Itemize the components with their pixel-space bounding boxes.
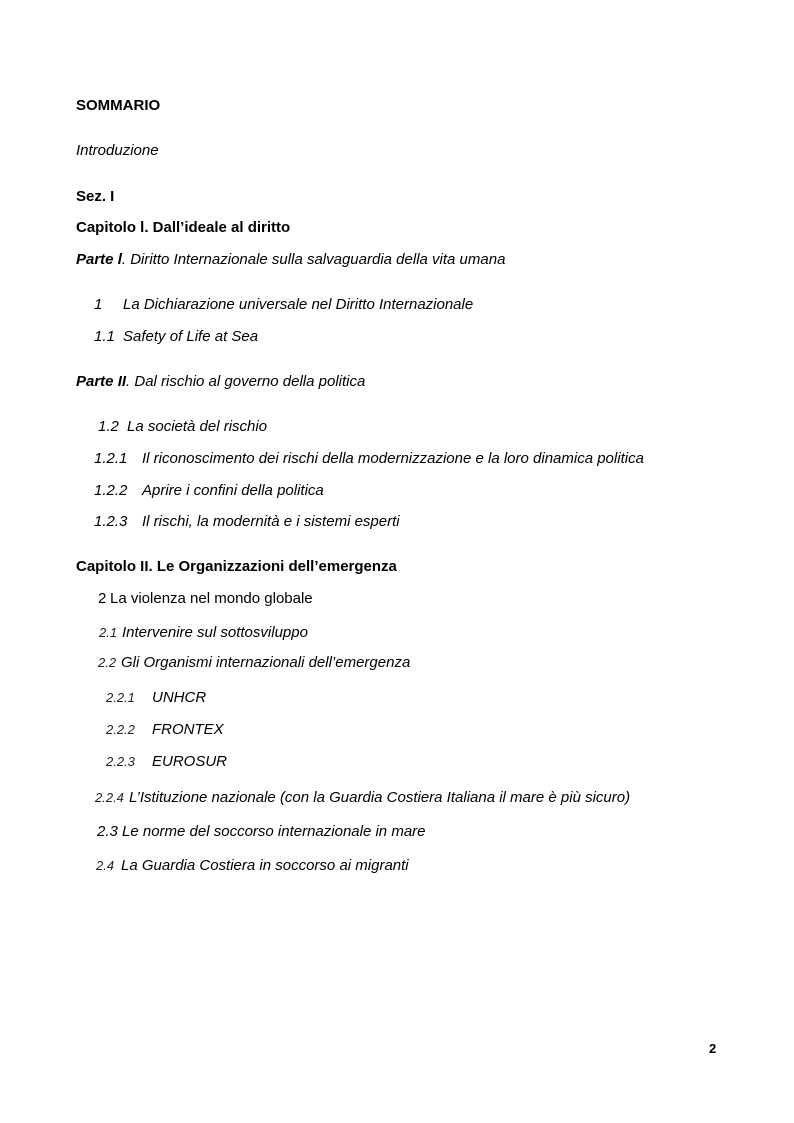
toc-entry: [94, 297, 473, 312]
toc-entry-number: 2.2.2: [106, 722, 135, 737]
toc-entry: [106, 690, 206, 705]
toc-entry: [94, 451, 644, 466]
toc-entry: [106, 754, 227, 769]
toc-entry-number: 2.3: [97, 823, 118, 840]
toc-introduction: Introduzione: [76, 142, 159, 159]
part-2-heading: [76, 374, 365, 389]
toc-entry-text: Safety of Life at Sea: [123, 328, 259, 345]
toc-entry-text: La violenza nel mondo globale: [110, 590, 313, 607]
toc-entry: [94, 329, 258, 344]
toc-entry: [99, 625, 308, 640]
toc-entry-text: La Dichiarazione universale nel Diritto Internazionale: [123, 296, 474, 313]
toc-entry-number: 1.2.2: [94, 482, 128, 499]
toc-entry-number: 2.4: [96, 858, 115, 873]
toc-entry-text: Intervenire sul sottosviluppo: [122, 624, 308, 641]
toc-entry-text: La società del rischio: [127, 418, 268, 435]
toc-entry-text: La Guardia Costiera in soccorso ai migranti: [121, 857, 409, 874]
section-label: Sez. I: [76, 188, 115, 205]
part-2-label: Parte II: [76, 373, 127, 390]
toc-entry: [98, 419, 267, 434]
toc-entry-number: 2.1: [99, 625, 118, 640]
part-2-text: . Dal rischio al governo della politica: [126, 373, 366, 390]
toc-entry: [98, 591, 313, 606]
toc-entry: [96, 858, 409, 873]
toc-entry-number: 1.2: [98, 418, 119, 435]
page-number: 2: [709, 1041, 717, 1056]
toc-entry-text: L’Istituzione nazionale (con la Guardia Costiera Italiana il mare è più sicuro): [129, 789, 631, 806]
toc-entry-number: 2.2.4: [95, 790, 124, 805]
toc-entry-number: 2.2.1: [106, 690, 135, 705]
toc-entry-text: Aprire i confini della politica: [142, 482, 324, 499]
toc-entry-number: 2: [98, 590, 107, 607]
toc-entry-number: 2.2.3: [106, 754, 135, 769]
toc-entry: [94, 483, 324, 498]
toc-entry-text: FRONTEX: [152, 721, 224, 738]
toc-entry-text: Gli Organismi internazionali dell’emergenza: [121, 654, 411, 671]
toc-entry: [97, 824, 426, 839]
part-1-heading: [76, 252, 505, 267]
toc-entry-text: Il rischi, la modernità e i sistemi esperti: [142, 513, 400, 530]
toc-entry-text: Le norme del soccorso internazionale in mare: [122, 823, 426, 840]
part-1-text: . Diritto Internazionale sulla salvaguardia della vita umana: [121, 251, 506, 268]
part-1-label: Parte l: [76, 251, 122, 268]
toc-entry: [98, 655, 410, 670]
chapter-1-title: Capitolo l. Dall’ideale al diritto: [76, 219, 291, 236]
toc-entry: [95, 790, 630, 805]
toc-entry: [94, 514, 400, 529]
document-title: SOMMARIO: [76, 97, 161, 114]
toc-entry-number: 1.2.1: [94, 450, 128, 467]
toc-entry-number: 1.1: [94, 328, 115, 345]
toc-entry-text: Il riconoscimento dei rischi della modernizzazione e la loro dinamica politica: [142, 450, 644, 467]
toc-entry-number: 2.2: [98, 655, 117, 670]
toc-entry-text: UNHCR: [152, 689, 207, 706]
toc-entry: [106, 722, 224, 737]
toc-entry-number: 1: [94, 296, 103, 313]
toc-entry-number: 1.2.3: [94, 513, 128, 530]
toc-entry-text: EUROSUR: [152, 753, 228, 770]
chapter-2-title: Capitolo II. Le Organizzazioni dell’emergenza: [76, 558, 397, 575]
